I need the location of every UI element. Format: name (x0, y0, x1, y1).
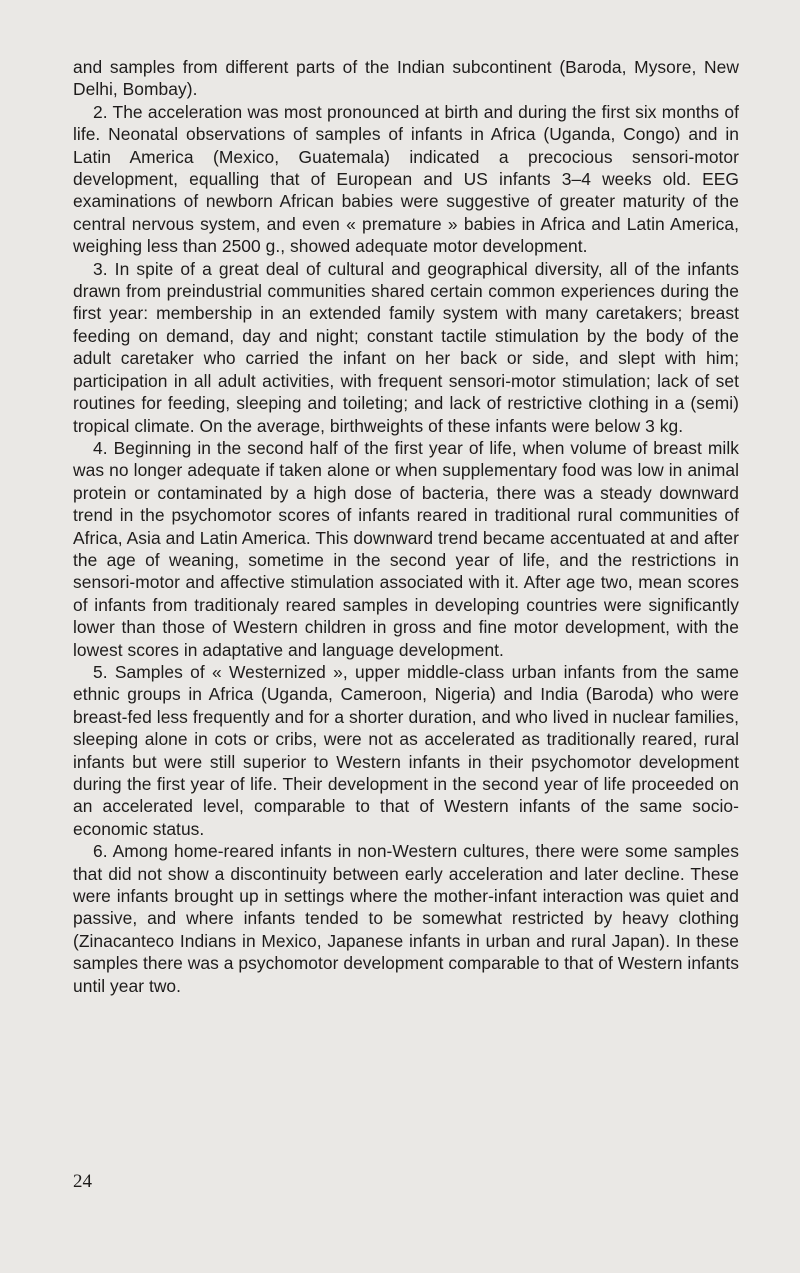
paragraph-3: 3. In spite of a great deal of cultural and geographical diversity, all of the infants drawn from preindustrial communities shared certain common experiences during the first year: membership in an extended family system with many caretakers; breast feeding on demand, day and night; constant tactile stimulation by the body of the adult caretaker who carried the infant on her back or side, and slept with him; participation in all adult activities, with frequent sensori-motor stimulation; lack of set routines for feeding, sleeping and toileting; and lack of restrictive clothing in a (semi) tropical climate. On the average, birthweights of these infants were below 3 kg. (73, 258, 739, 436)
paragraph-4: 4. Beginning in the second half of the first year of life, when volume of breast milk was no longer adequate if taken alone or when supplementary food was low in animal protein or contaminated by a high dose of bacteria, there was a steady downward trend in the psychomotor scores of infants reared in traditional rural communities of Africa, Asia and Latin America. This downward trend became accentuated at and after the age of weaning, sometime in the second year of life, and the restrictions in sensori-motor and affective stimulation associated with it. After age two, mean scores of infants from traditionaly reared samples in developing countries were significantly lower than those of Western children in gross and fine motor development, with the lowest scores in adaptative and language development. (73, 437, 739, 660)
page-number: 24 (73, 1171, 92, 1192)
paragraph-2: 2. The acceleration was most pronounced at birth and during the first six months of life. Neonatal observations of samples of infants in Africa (Uganda, Congo) and in Latin America (Mexico, Guatemala) indicated a precocious sensori-motor development, equalling that of European and US infants 3–4 weeks old. EEG examinations of newborn African babies were suggestive of greater maturity of the central nervous system, and even « premature » babies in Africa and Latin America, weighing less than 2500 g., showed adequate motor development. (73, 101, 739, 257)
body-text (73, 56, 739, 997)
paragraph-5: 5. Samples of « Westernized », upper middle-class urban infants from the same ethnic groups in Africa (Uganda, Cameroon, Nigeria) and India (Baroda) who were breast-fed less frequently and for a shorter duration, and who lived in nuclear families, sleeping alone in cots or cribs, were not as accelerated as traditionally reared, rural infants but were still superior to Western infants in their psychomotor development during the first year of life. Their development in the second year of life proceeded on an accelerated level, comparable to that of Western infants of the same socio-economic status. (73, 661, 739, 839)
paragraph-6: 6. Among home-reared infants in non-Western cultures, there were some samples that did not show a discontinuity between early acceleration and later decline. These were infants brought up in settings where the mother-infant interaction was quiet and passive, and where infants tended to be somewhat restricted by heavy clothing (Zinacanteco Indians in Mexico, Japanese infants in urban and rural Japan). In these samples there was a psychomotor development comparable to that of Western infants until year two. (73, 841, 739, 996)
paragraph-continuation: and samples from different parts of the Indian subcontinent (Baroda, Mysore, New Delhi, Bombay). (73, 57, 739, 100)
